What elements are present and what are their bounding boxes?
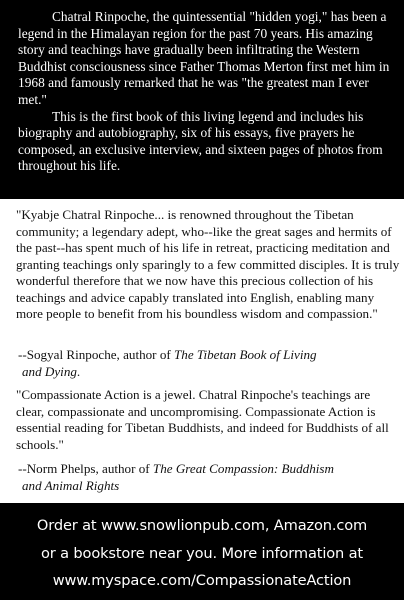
attribution-suffix: . — [76, 363, 81, 379]
attribution-line-2 — [18, 478, 398, 495]
attribution-prefix: --Norm Phelps, author of — [18, 461, 153, 476]
intro-section — [0, 0, 404, 199]
intro-paragraph-1: Chatral Rinpoche, the quintessential "hidden yogi," has been a legend in the Himalayan region for the past 70 years. His amazing story and teachings have gradually been infiltrating the Western Buddhist consciousness since Father Thomas Merton first met him in 1968 and famously remarked that he was "the greatest man I ever met." — [18, 9, 390, 107]
book-title-line-1: The Great Compassion: Buddhism — [152, 461, 334, 476]
endorsement-quote-phelps: "Compassionate Action is a jewel. Chatral Rinpoche's teachings are clear, compassionate and uncompromising. Compassionate Action is essential reading for Tibetan Buddhists, and indeed for Buddhists of all schools." — [16, 387, 389, 452]
book-title-line-2: and Dying — [22, 363, 77, 379]
attribution-prefix: --Sogyal Rinpoche, author of — [18, 347, 174, 362]
book-title-line-1: The Tibetan Book of Living — [174, 347, 317, 362]
order-info-footer — [0, 503, 404, 600]
endorsement-attribution-phelps — [18, 461, 398, 494]
endorsements-section — [0, 199, 404, 503]
attribution-line-2 — [18, 364, 398, 381]
intro-paragraph-2: This is the first book of this living legend and includes his biography and autobiography, six of his essays, five prayers he composed, an exclusive interview, and sixteen pages of photos from throughout his life. — [18, 108, 383, 174]
endorsement-attribution-sogyal — [18, 347, 398, 380]
footer-line-3: www.myspace.com/CompassionateAction — [52, 572, 352, 589]
footer-line-2: or a bookstore near you. More information at — [41, 544, 363, 562]
endorsement-quote-sogyal: "Kyabje Chatral Rinpoche... is renowned throughout the Tibetan community; a legendary adept, who--like the great sages and hermits of the past--has spent much of his life in retreat, practicing meditation and granting teachings only sparingly to a few committed disciples. It is truly wonderful therefore that we now have this precious collection of his teachings and advice capably translated into English, enabling many more people to benefit from his boundless wisdom and compassion." — [16, 207, 400, 321]
footer-line-1: Order at www.snowlionpub.com, Amazon.com — [36, 517, 368, 534]
book-title-line-2: and Animal Rights — [22, 477, 120, 493]
